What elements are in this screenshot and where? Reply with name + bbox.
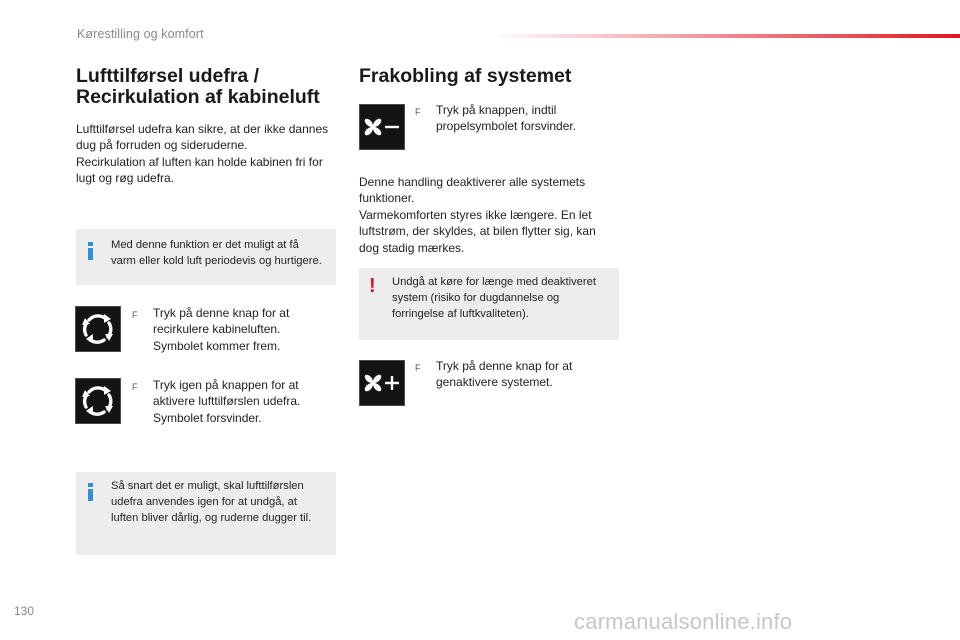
recirculation-icon (76, 307, 120, 351)
fan-plus-icon (360, 361, 404, 405)
section-header-title: Kørestilling og komfort (77, 27, 204, 41)
warning-box (359, 268, 619, 340)
header-accent-rule (490, 34, 960, 38)
info-box-text: Så snart det er muligt, skal lufttilførslen udefra anvendes igen for at undgå, at luften bliver dårlig, og ruderne dugger til. (111, 480, 312, 524)
info-icon (88, 242, 93, 260)
left-heading: Lufttilførsel udefra / Recirkulation af kabineluft (76, 65, 320, 108)
page-number: 130 (14, 604, 35, 618)
watermark: carmanualsonline.info (574, 609, 793, 634)
recirculation-button-again[interactable] (75, 378, 121, 424)
fan-minus-button[interactable] (359, 104, 405, 150)
warning-icon: ! (369, 275, 376, 297)
info-icon (88, 483, 93, 501)
recirculation-icon (76, 379, 120, 423)
left-intro-paragraph: Lufttilførsel udefra kan sikre, at der ikke dannes dug på forruden og sideruderne. Recirkulation af luften kan holde kabinen fri for lugt og røg udefra. (76, 122, 329, 186)
info-box-air-quality (76, 472, 336, 555)
fan-minus-icon (360, 105, 404, 149)
info-box-tip (76, 229, 336, 285)
info-box-text: Med denne funktion er det muligt at få varm eller kold luft periodevis og hurtigere. (111, 239, 322, 267)
deactivation-paragraph: Denne handling deaktiverer alle systemets funktioner. Varmekomforten styres ikke længere. En let luftstrøm, der skyldes, at bilen flytter sig, kan dog stadig mærkes. (359, 175, 596, 255)
recirculation-button[interactable] (75, 306, 121, 352)
warning-text: Undgå at køre for længe med deaktiveret system (risiko for dugdannelse og forringelse af luftkvaliteten). (392, 276, 596, 320)
fan-plus-button[interactable] (359, 360, 405, 406)
right-heading: Frakobling af systemet (359, 65, 572, 87)
